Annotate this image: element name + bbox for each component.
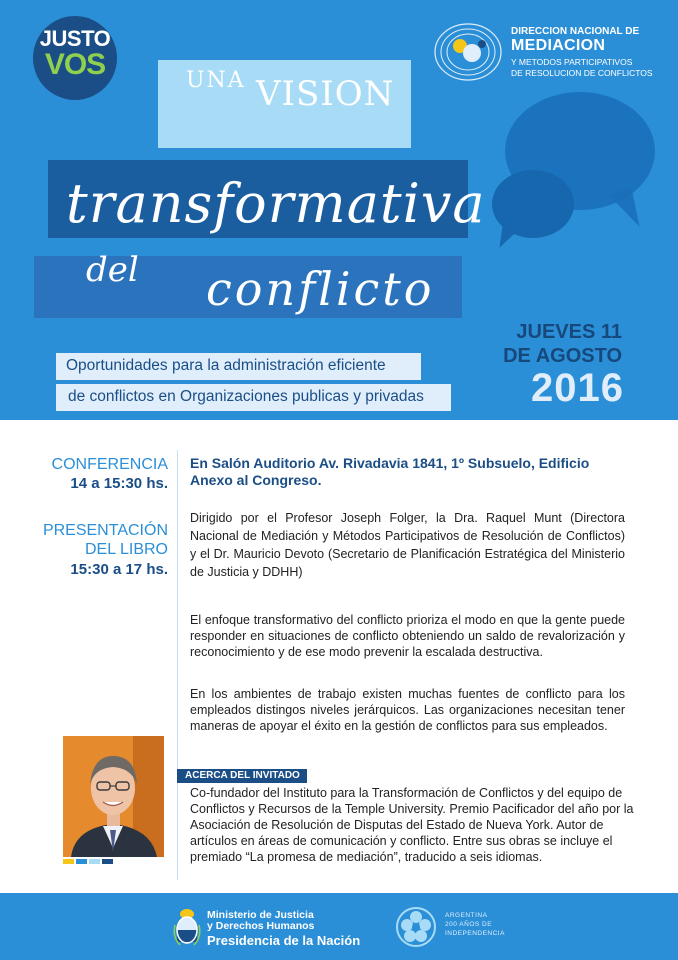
- paragraph-2: En los ambientes de trabajo existen muchas fuentes de conflicto para los empleados distingos niveles jerárquicos. Las organizaciones necesitan tener maneras de apoyar el éxito en la gestión de conflictos para sus empleados.: [190, 687, 625, 733]
- column-divider: [177, 450, 178, 880]
- date-day: JUEVES 11: [516, 321, 622, 343]
- guest-portrait-image: [63, 736, 164, 857]
- guest-photo: [63, 736, 164, 857]
- speech-bubble-tail: [609, 187, 645, 233]
- presidency-text: Presidencia de la Nación: [207, 933, 361, 948]
- bicentenario-line3: INDEPENDENCIA: [445, 930, 505, 937]
- mediacion-logo-icon: [432, 20, 504, 84]
- title-vision: VISION: [256, 74, 395, 114]
- square-darkblue: [102, 859, 113, 864]
- footer: [0, 893, 678, 960]
- bicentenario-logo-icon: [394, 905, 438, 949]
- presentacion-label: PRESENTACIÓN: [42, 522, 168, 539]
- square-yellow: [63, 859, 74, 864]
- subtitle-line2: de conflictos en Organizaciones publicas y privadas: [56, 384, 451, 411]
- directed-by-text: Dirigido por el Profesor Joseph Folger, la Dra. Raquel Munt (Directora Nacional de Mediación y Métodos Participativos de Resolución de Conflictos) y el Dr. Mauricio Devoto (Secretario de Planificación Estratégica del Ministerio de Justicia y DDHH): [190, 511, 625, 579]
- org-name: MEDIACION: [511, 37, 606, 54]
- logo-vos-text: VOS: [44, 48, 106, 81]
- color-squares: [63, 859, 164, 864]
- square-lightblue: [89, 859, 100, 864]
- org-line4: DE RESOLUCION DE CONFLICTOS: [511, 68, 653, 78]
- date-year: 2016: [531, 366, 624, 410]
- paragraph-1: El enfoque transformativo del conflicto prioriza el modo en que la gente puede responder en situaciones de conflicto obteniendo un saldo de revalorización y reconocimiento y de ese modo prevenir la escalada destructiva.: [190, 613, 625, 659]
- presentacion-time: 15:30 a 17 hs.: [70, 561, 168, 578]
- guest-bio: Co-fundador del Instituto para la Transformación de Conflictos y del equipo de Conflictos y Recursos de la Temple University. Premio Pacificador del año por la Asociación de Resolución de Disputas del Estado de Nueva York. Autor de artículos en áreas de comunicación y conflicto. Entre sus obras se incluye el premiado “La promesa de mediación”, traducido a seis idiomas.: [190, 786, 634, 864]
- conferencia-time: 14 a 15:30 hs.: [70, 475, 168, 492]
- bicentenario-line1: ARGENTINA: [445, 912, 488, 919]
- logo-justo-text: JUSTO: [39, 26, 111, 51]
- title-una: UNA: [186, 68, 246, 93]
- guest-label: ACERCA DEL INVITADO: [177, 769, 307, 783]
- speech-bubble-small-tail: [494, 219, 522, 252]
- coat-of-arms-icon: [172, 905, 202, 947]
- square-blue: [76, 859, 87, 864]
- subtitle-line1: Oportunidades para la administración eficiente: [56, 353, 421, 380]
- title-del: del: [86, 250, 139, 290]
- title-conflicto: conflicto: [206, 262, 435, 316]
- bicentenario-line2: 200 AÑOS DE: [445, 921, 493, 928]
- venue-text: En Salón Auditorio Av. Rivadavia 1841, 1º Subsuelo, Edificio Anexo al Congreso.: [190, 455, 590, 488]
- date-month: DE AGOSTO: [503, 345, 622, 367]
- presentacion-label-2: DEL LIBRO: [85, 541, 168, 558]
- ministry-line1: Ministerio de Justicia: [207, 909, 314, 921]
- org-line3: Y METODOS PARTICIPATIVOS: [511, 57, 633, 67]
- org-line1: DIRECCION NACIONAL DE: [511, 26, 640, 37]
- title-transformativa: transformativa: [66, 172, 486, 235]
- conferencia-label: CONFERENCIA: [51, 456, 168, 473]
- ministry-line2: y Derechos Humanos: [207, 920, 315, 932]
- header-banner: [0, 0, 678, 420]
